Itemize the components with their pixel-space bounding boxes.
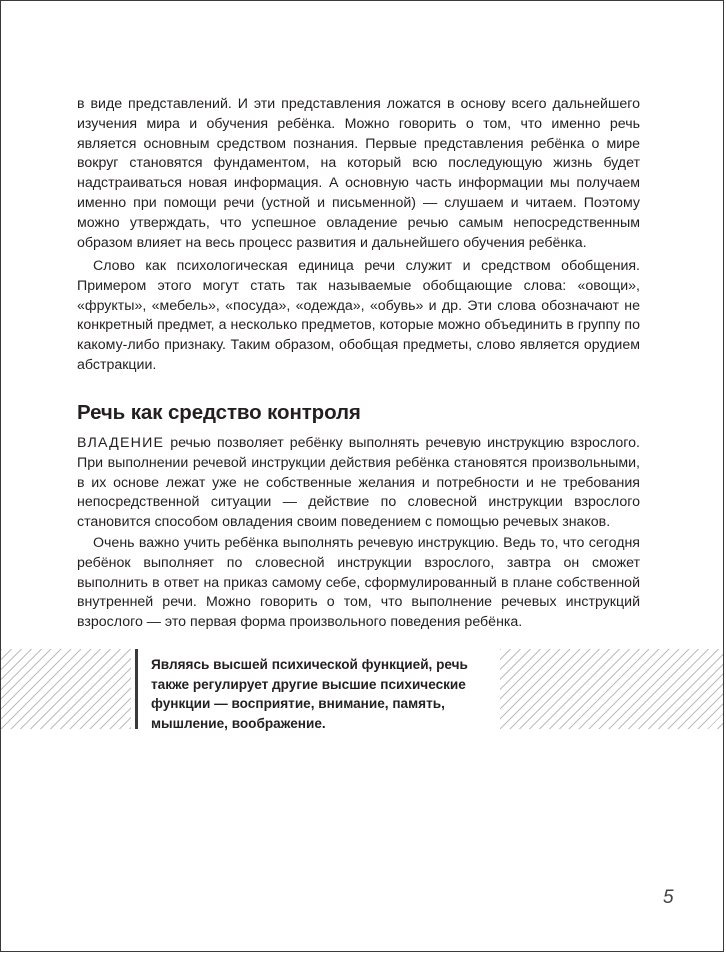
body-paragraph-2: Слово как психологическая единица речи служит и средством обобщения. Примером этого могут стать так называемые обобщающие слова: «овощи», «фрукты», «мебель», «посуда», «одежда», «обувь» и др. Эти слова обозначают не конкретный предмет, а несколько предметов, которые можно объединить в группу по какому-либо признаку. Таким образом, обобщая предметы, слово является орудием абстракции. (77, 258, 640, 373)
hatch-pattern-right (500, 649, 724, 729)
section-paragraph-1-lead: ВЛАДЕНИЕ (77, 435, 165, 451)
section-paragraph-1-text: речью позволяет ребёнку выполнять речевую инструкцию взрослого. При выполнении речевой инструкции действия ребёнка становятся произвольными, в их основе лежат уже не собственные желания и потребности и не требования непосредственной ситуации — действие по словесной инструкции взрослого становится способом овладения своим поведением с помощью речевых знаков. (77, 435, 640, 531)
hatch-pattern-left (1, 649, 131, 729)
section-paragraph-2: Очень важно учить ребёнка выполнять речевую инструкцию. Ведь то, что сегодня ребёнок выполняет по словесной инструкции взрослого, завтра он сможет выполнить в ответ на приказ самому себе, сформулированный в плане собственной внутренней речи. Можно говорить о том, что выполнение речевых инструкций взрослого — это первая форма произвольного поведения ребёнка. (77, 535, 640, 631)
callout-quote: Являясь высшей психической функцией, речь также регулирует другие высшие психические функции — восприятие, внимание, память, мышление, воображение. (151, 657, 468, 731)
body-paragraph-1: в виде представлений. И эти представления ложатся в основу всего дальнейшего изучения мира и обучения ребёнка. Можно говорить о том, что именно речь является основным средством познания. Первые представления ребёнка о мире вокруг становятся фундаментом, на который всю последующую жизнь будет надстраиваться новая информация. А основную часть информации мы получаем именно при помощи речи (устной и письменной) — слушаем и читаем. Поэтому можно утверждать, что успешное овладение речью самым непосредственным образом влияет на весь процесс развития и дальнейшего обучения ребёнка. (77, 96, 640, 251)
section-heading: Речь как средство контроля (77, 401, 361, 424)
page-number: 5 (663, 887, 674, 908)
callout-bar (135, 649, 138, 729)
section-paragraph-1 (77, 434, 640, 533)
